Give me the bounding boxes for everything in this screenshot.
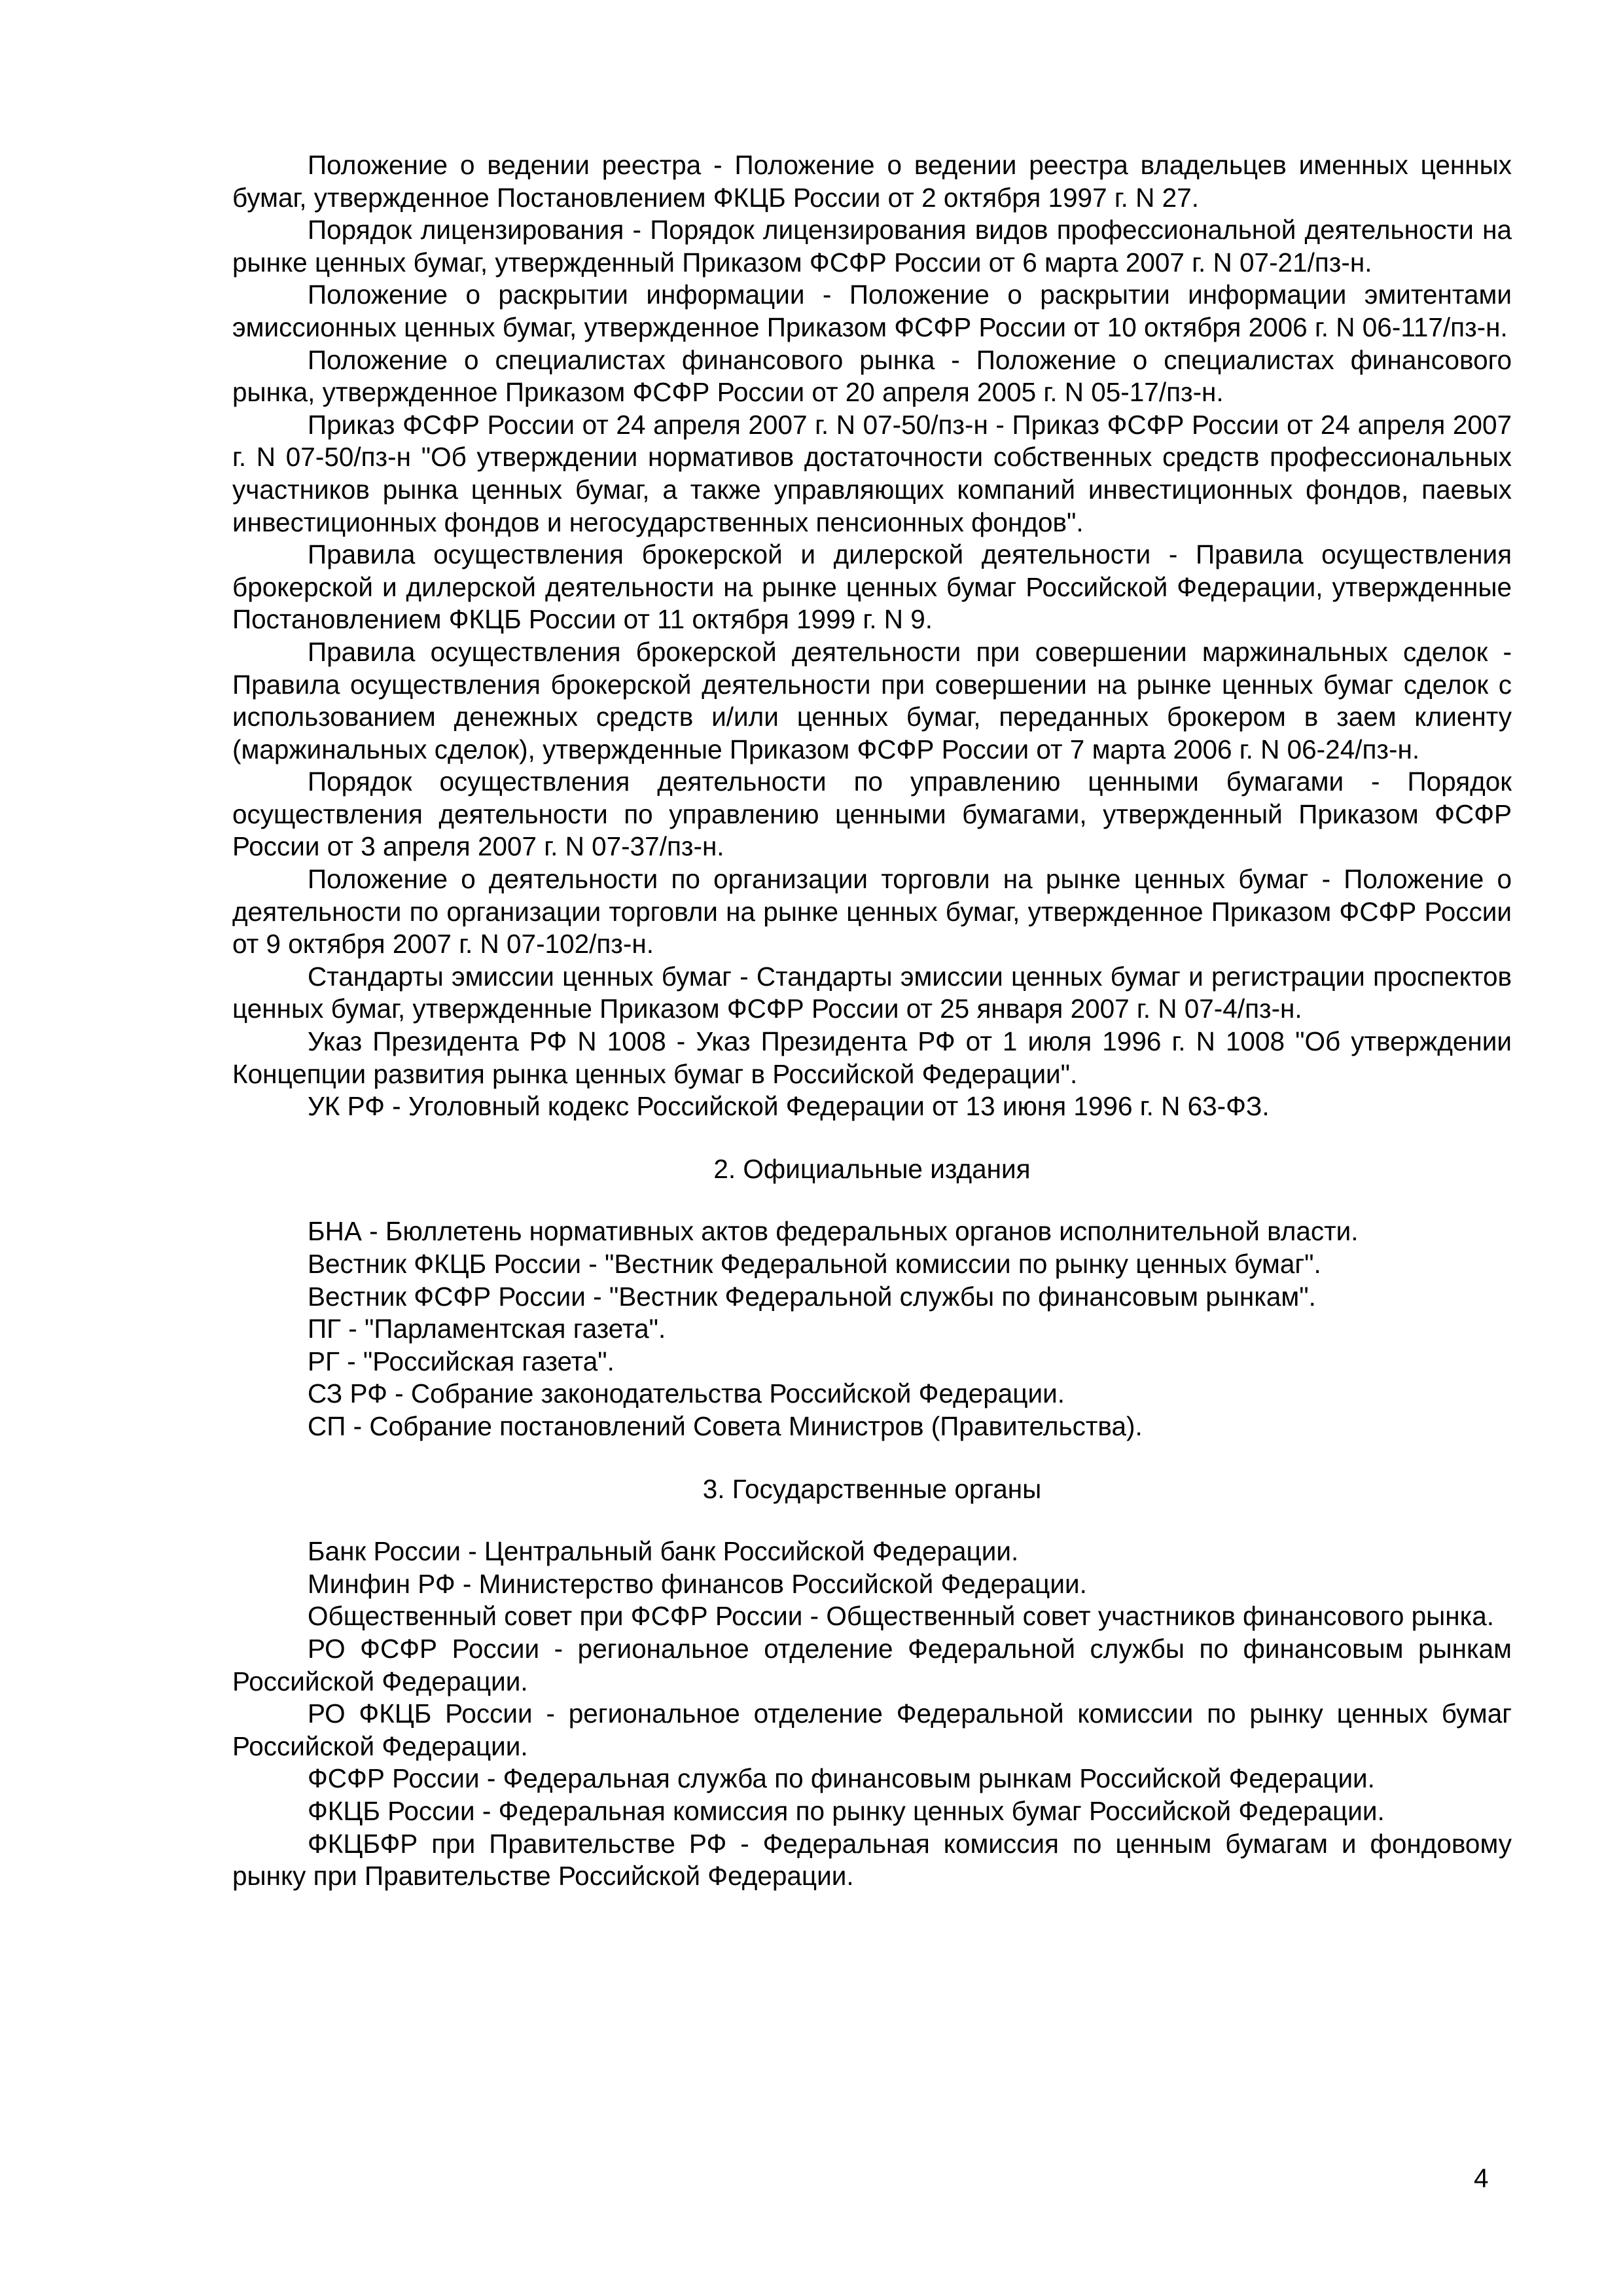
- publication-item: БНА - Бюллетень нормативных актов федеральных органов исполнительной власти.: [308, 1216, 1359, 1247]
- definition-paragraph: УК РФ - Уголовный кодекс Российской Федерации от 13 июня 1996 г. N 63-ФЗ.: [308, 1091, 1270, 1122]
- definition-paragraph: Порядок осуществления деятельности по управлению ценными бумагами - Порядок осуществления деятельности по управлению ценными бумагами, утвержденный Приказом ФСФР России от 3 апреля 2007 г. N 07-37/пз-н.: [232, 766, 1512, 862]
- definition-paragraph: Указ Президента РФ N 1008 - Указ Президента РФ от 1 июля 1996 г. N 1008 "Об утверждении Концепции развития рынка ценных бумаг в Российской Федерации".: [232, 1026, 1512, 1089]
- definition-paragraph: Стандарты эмиссии ценных бумаг - Стандарты эмиссии ценных бумаг и регистрации проспектов ценных бумаг, утвержденные Приказом ФСФР России от 25 января 2007 г. N 07-4/пз-н.: [232, 961, 1512, 1024]
- definition-paragraph: Правила осуществления брокерской и дилерской деятельности - Правила осуществления брокерской и дилерской деятельности на рынке ценных бумаг Российской Федерации, утвержденные Постановлением ФКЦБ России от 11 октября 1999 г. N 9.: [232, 539, 1512, 635]
- section-2-official-publications: [232, 1215, 1512, 1443]
- section-3-state-bodies: [232, 1535, 1512, 1893]
- publication-item: ПГ - "Парламентская газета".: [308, 1314, 666, 1344]
- definition-paragraph: Приказ ФСФР России от 24 апреля 2007 г. N 07-50/пз-н - Приказ ФСФР России от 24 апреля 2007 г. N 07-50/пз-н "Об утверждении нормативов достаточности собственных средств профессиональных участников рынка ценных бумаг, а также управляющих компаний инвестиционных фондов, паевых инвестиционных фондов и негосударственных пенсионных фондов".: [232, 409, 1512, 537]
- publication-item: СЗ РФ - Собрание законодательства Российской Федерации.: [308, 1378, 1065, 1409]
- section-2-heading: 2. Официальные издания: [713, 1153, 1031, 1184]
- page-number: 4: [1474, 2163, 1489, 2193]
- document-page: [232, 149, 1512, 1893]
- state-body-item: Минфин РФ - Министерство финансов Российской Федерации.: [308, 1568, 1087, 1599]
- state-body-item: Банк России - Центральный банк Российской Федерации.: [308, 1536, 1019, 1567]
- section-3-heading: 3. Государственные органы: [702, 1473, 1042, 1504]
- state-body-item: РО ФКЦБ России - региональное отделение Федеральной комиссии по рынку ценных бумаг Российской Федерации.: [232, 1698, 1512, 1761]
- state-body-item: Общественный совет при ФСФР России - Общественный совет участников финансового рынка.: [308, 1601, 1495, 1632]
- state-body-item: ФКЦБ России - Федеральная комиссия по рынку ценных бумаг Российской Федерации.: [308, 1795, 1385, 1826]
- state-body-item: РО ФСФР России - региональное отделение Федеральной службы по финансовым рынкам Российской Федерации.: [232, 1633, 1512, 1696]
- definition-paragraph: Правила осуществления брокерской деятельности при совершении маржинальных сделок - Правила осуществления брокерской деятельности при совершении на рынке ценных бумаг сделок с использованием денежных средств и/или ценных бумаг, переданных брокером в заем клиенту (маржинальных сделок), утвержденные Приказом ФСФР России от 7 марта 2006 г. N 06-24/пз-н.: [232, 636, 1512, 764]
- definition-paragraph: Порядок лицензирования - Порядок лицензирования видов профессиональной деятельности на рынке ценных бумаг, утвержденный Приказом ФСФР России от 6 марта 2007 г. N 07-21/пз-н.: [232, 215, 1512, 278]
- publication-item: Вестник ФСФР России - "Вестник Федеральной службы по финансовым рынкам".: [308, 1281, 1316, 1312]
- definition-paragraph: Положение о специалистах финансового рынка - Положение о специалистах финансового рынка, утвержденное Приказом ФСФР России от 20 апреля 2005 г. N 05-17/пз-н.: [232, 344, 1512, 408]
- publication-item: СП - Собрание постановлений Совета Министров (Правительства).: [308, 1410, 1143, 1441]
- definition-paragraph: Положение о раскрытии информации - Положение о раскрытии информации эмитентами эмиссионных ценных бумаг, утвержденное Приказом ФСФР России от 10 октября 2006 г. N 06-117/пз-н.: [232, 279, 1512, 342]
- definition-paragraph: Положение о деятельности по организации торговли на рынке ценных бумаг - Положение о деятельности по организации торговли на рынке ценных бумаг, утвержденное Приказом ФСФР России от 9 октября 2007 г. N 07-102/пз-н.: [232, 864, 1512, 960]
- state-body-item: ФСФР России - Федеральная служба по финансовым рынкам Российской Федерации.: [308, 1763, 1375, 1794]
- publication-item: РГ - "Российская газета".: [308, 1346, 615, 1376]
- publication-item: Вестник ФКЦБ России - "Вестник Федеральной комиссии по рынку ценных бумаг".: [308, 1249, 1321, 1279]
- definition-paragraph: Положение о ведении реестра - Положение о ведении реестра владельцев именных ценных бумаг, утвержденное Постановлением ФКЦБ России от 2 октября 1997 г. N 27.: [232, 150, 1512, 213]
- section-1-definitions: [232, 149, 1512, 1123]
- state-body-item: ФКЦБФР при Правительстве РФ - Федеральная комиссия по ценным бумагам и фондовому рынку при Правительстве Российской Федерации.: [232, 1828, 1512, 1892]
